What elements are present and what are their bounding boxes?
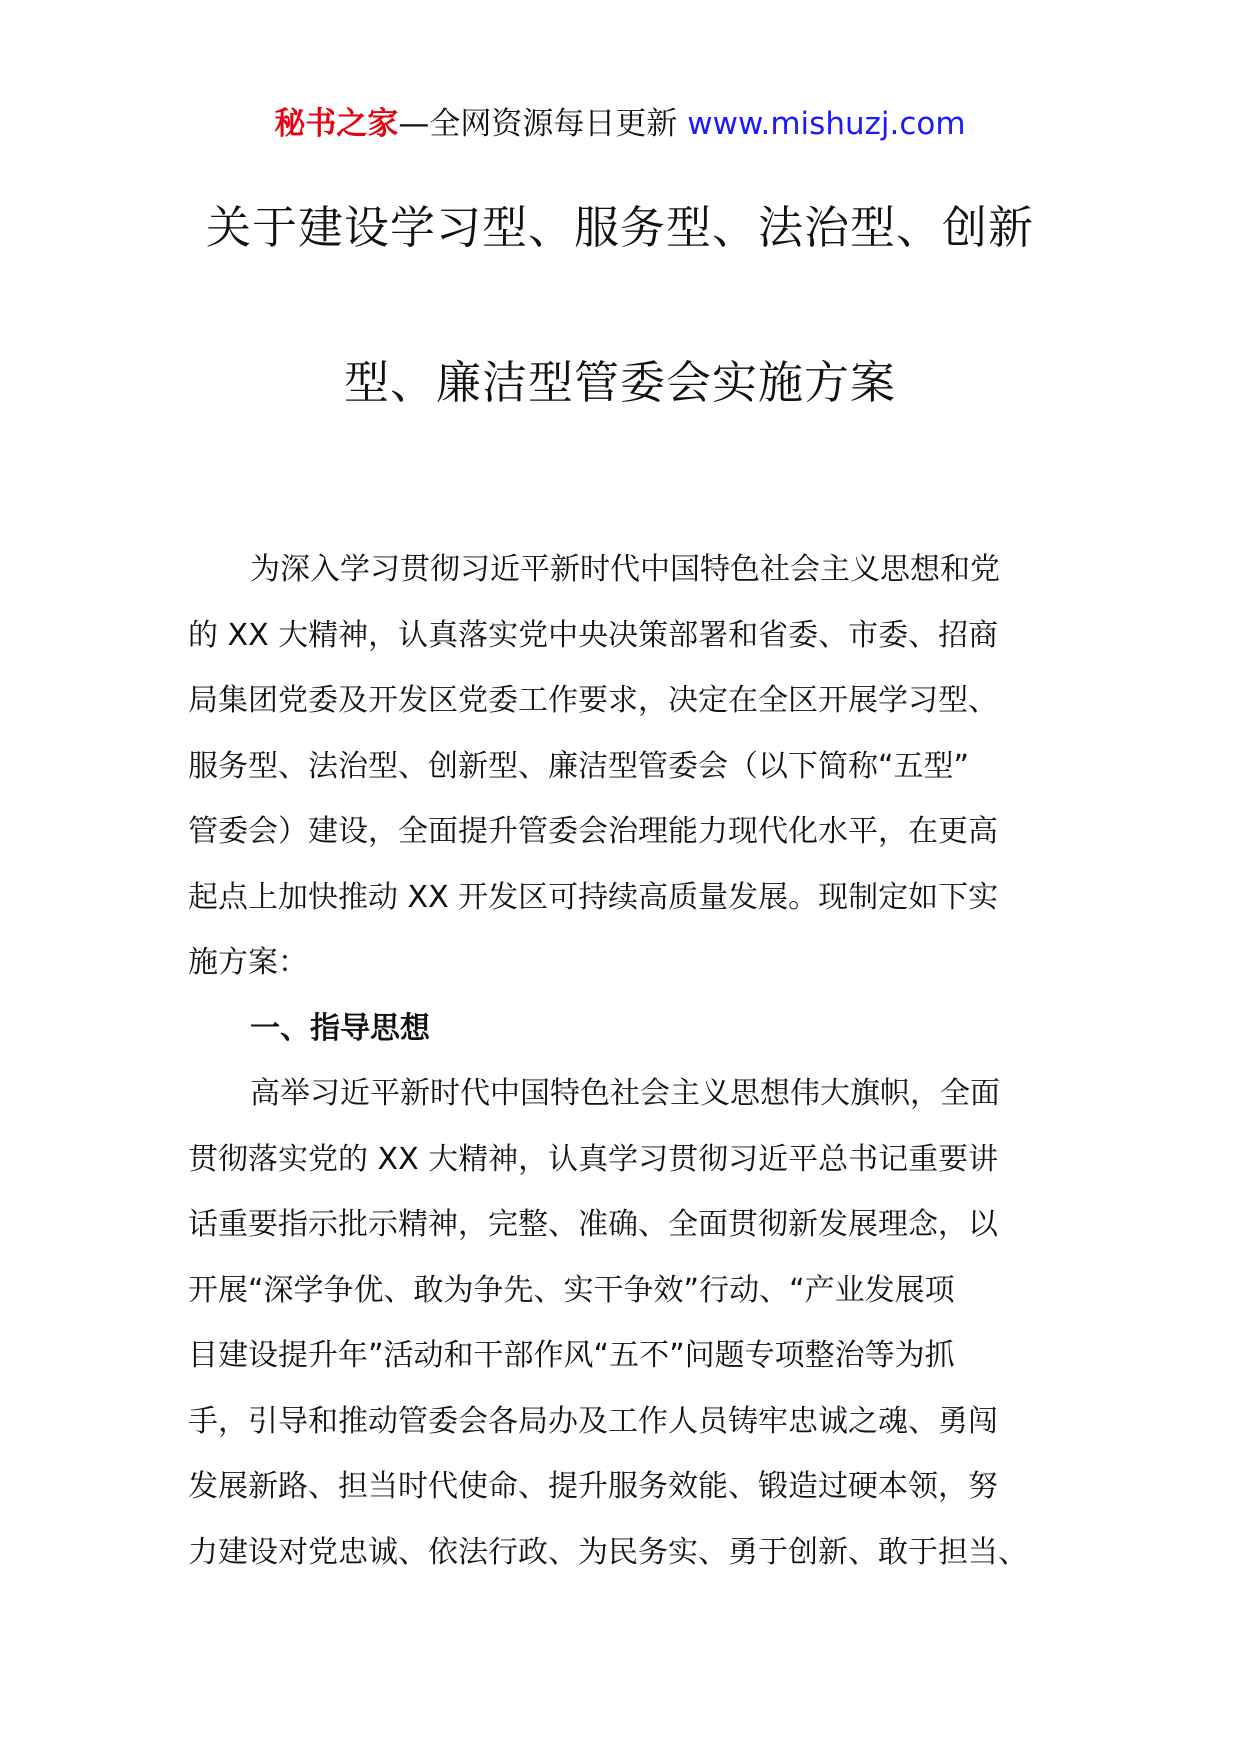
paragraph-line: 起点上加快推动 XX 开发区可持续高质量发展。现制定如下实 (188, 879, 999, 915)
paragraph-line: 为深入学习贯彻习近平新时代中国特色社会主义思想和党 (250, 552, 1000, 587)
document-body (188, 537, 1058, 1585)
section-heading-guiding-ideology: 一、指导思想 (250, 1010, 430, 1046)
document-title-line-2: 型、廉洁型管委会实施方案 (343, 356, 896, 409)
paragraph-line: 目建设提升年”活动和干部作风“五不”问题专项整治等为抓 (188, 1338, 955, 1373)
paragraph-line: 高举习近平新时代中国特色社会主义思想伟大旗帜，全面 (250, 1076, 1000, 1111)
site-header (0, 102, 1240, 146)
paragraph-line: 施方案： (188, 945, 308, 980)
paragraph-line: 力建设对党忠诚、依法行政、为民务实、勇于创新、敢于担当、 (188, 1534, 1028, 1570)
paragraph-intro (188, 537, 1058, 996)
paragraph-line: 服务型、法治型、创新型、廉洁型管委会（以下简称“五型” (188, 748, 970, 784)
paragraph-line: 发展新路、担当时代使命、提升服务效能、锻造过硬本领，努 (188, 1469, 998, 1504)
paragraph-line: 话重要指示批示精神，完整、准确、全面贯彻新发展理念，以 (188, 1207, 998, 1242)
header-slogan: 全网资源每日更新 (429, 106, 678, 142)
paragraph-line: 开展“深学争优、敢为争先、实干争效”行动、“产业发展项 (188, 1272, 955, 1308)
document-title-line-1: 关于建设学习型、服务型、法治型、创新 (205, 201, 1034, 254)
paragraph-line: 局集团党委及开发区党委工作要求，决定在全区开展学习型、 (188, 683, 998, 718)
paragraph-line: 手，引导和推动管委会各局办及工作人员铸牢忠诚之魂、勇闯 (188, 1403, 998, 1439)
brand-name: 秘书之家 (274, 106, 399, 142)
paragraph-line: 贯彻落实党的 XX 大精神，认真学习贯彻习近平总书记重要讲 (188, 1141, 999, 1177)
paragraph-guiding-ideology (188, 1061, 1058, 1585)
paragraph-line: 管委会）建设，全面提升管委会治理能力现代化水平，在更高 (188, 814, 998, 849)
site-url-link[interactable]: www.mishuzj.com (687, 106, 966, 142)
paragraph-line: 的 XX 大精神，认真落实党中央决策部署和省委、市委、招商 (188, 617, 999, 653)
header-dash: — (398, 106, 430, 142)
